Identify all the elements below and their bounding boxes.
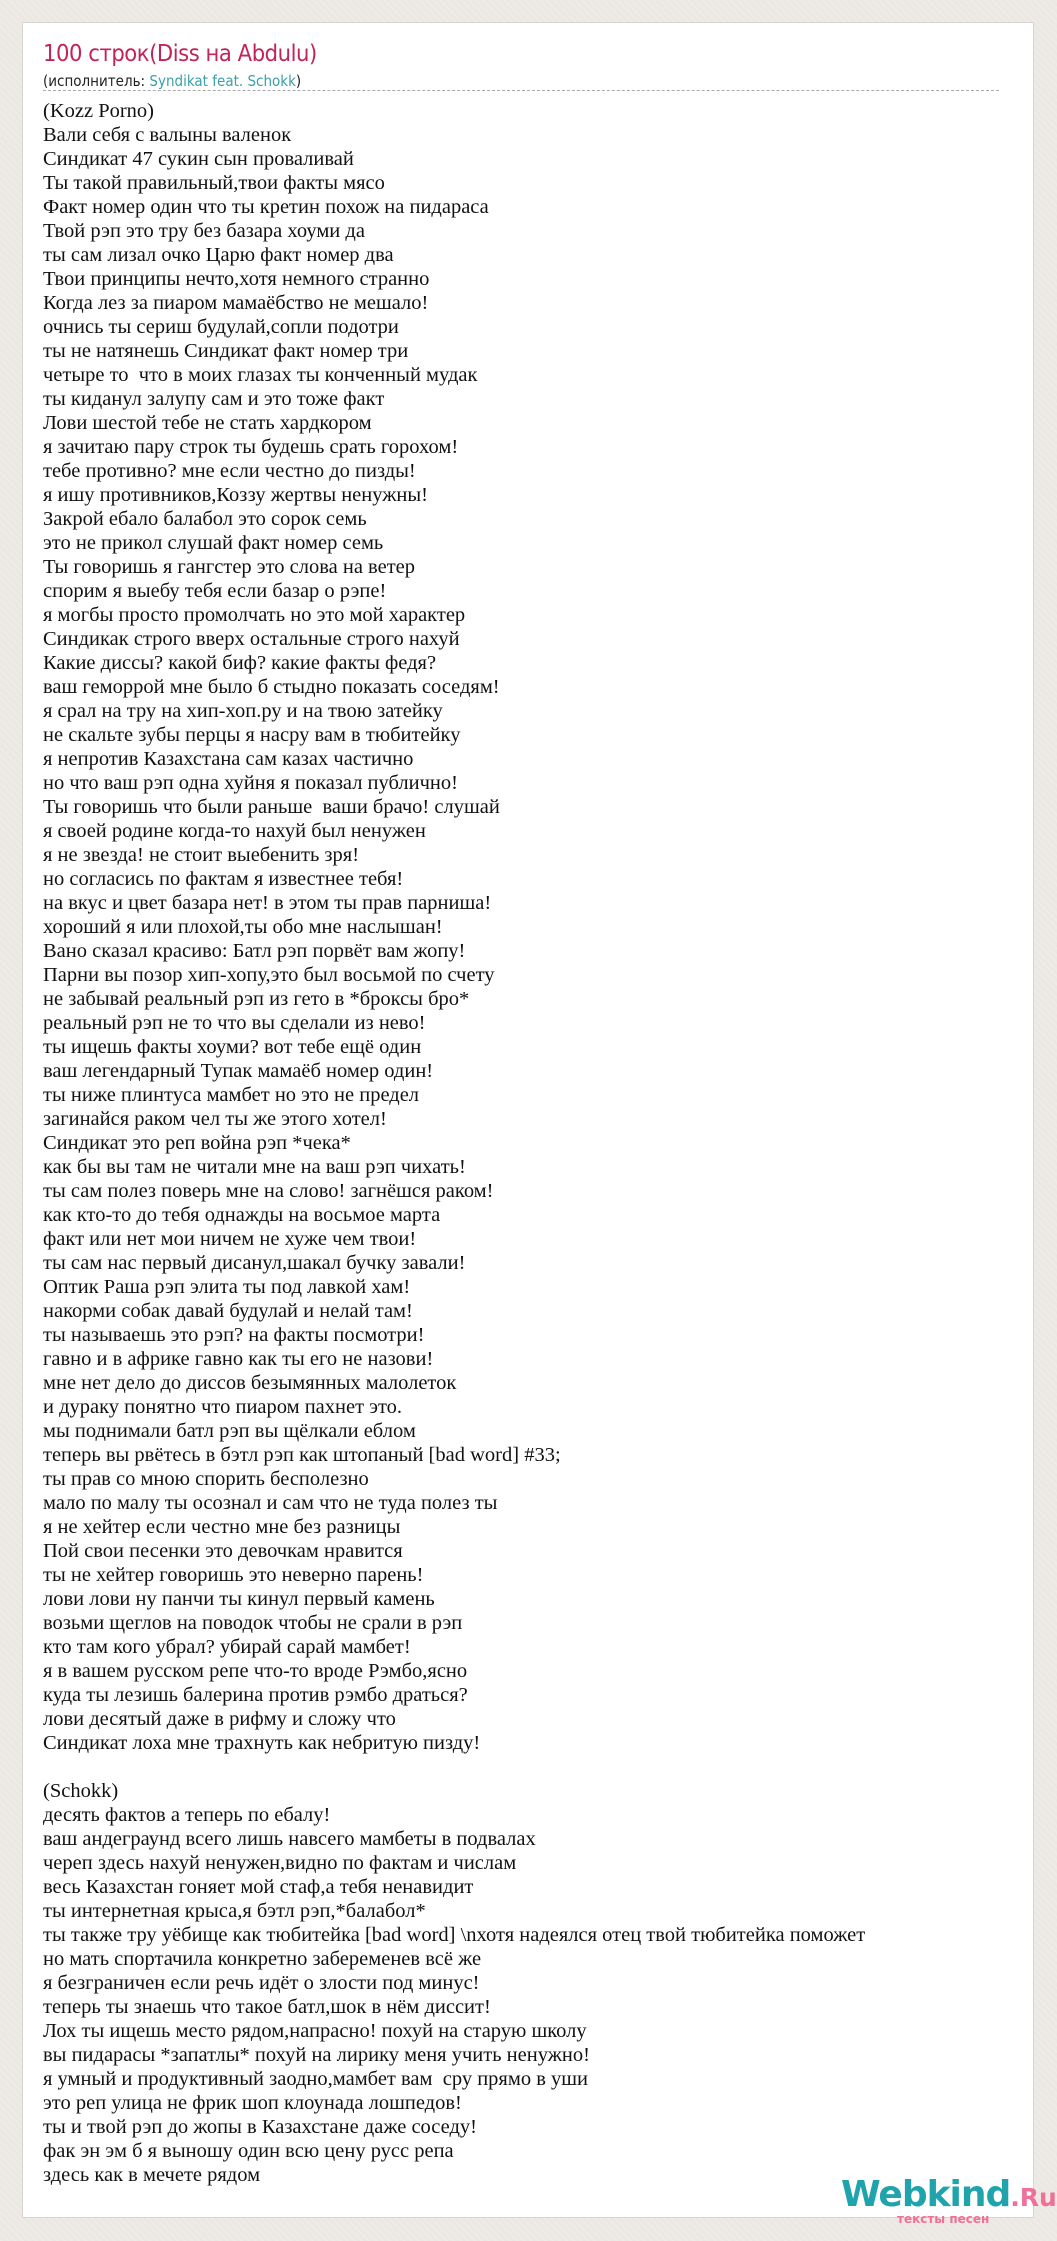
lyrics-line: Ты такой правильный,твои факты мясо — [43, 172, 385, 194]
lyrics-line: как кто-то до тебя однажды на восьмое марта — [43, 1204, 441, 1226]
lyrics-line: ты прав со мною спорить бесполезно — [43, 1468, 369, 1490]
lyrics-line: Синдикак строго вверх остальные строго нахуй — [43, 628, 460, 650]
lyrics-line: кто там кого убрал? убирай сарай мамбет! — [43, 1636, 411, 1658]
lyrics-line: Синдикат лоха мне трахнуть как небритую пизду! — [43, 1732, 481, 1754]
lyrics-line: (Kozz Porno) — [43, 100, 155, 122]
lyrics-line: Синдикат 47 сукин сын проваливай — [43, 148, 354, 170]
lyrics-line: Факт номер один что ты кретин похож на пидараса — [43, 196, 489, 218]
lyrics-line: мы поднимали батл рэп вы щёлкали еблом — [43, 1420, 416, 1442]
lyrics-line: как бы вы там не читали мне на ваш рэп чихать! — [43, 1156, 466, 1178]
lyrics-line: теперь вы рвётесь в бэтл рэп как штопаный [bad word] #33; — [43, 1444, 561, 1466]
lyrics-text — [43, 99, 865, 2187]
artist-link[interactable]: Syndikat feat. Schokk — [149, 72, 296, 90]
lyrics-line: Закрой ебало балабол это сорок семь — [43, 508, 367, 530]
lyrics-line: я могбы просто промолчать но это мой характер — [43, 604, 466, 626]
dashed-divider — [43, 90, 999, 91]
lyrics-line: Ты говоришь что были раньше ваши брачо! слушай — [43, 796, 500, 818]
lyrics-line: но мать спортачила конкретно забеременев всё же — [43, 1948, 482, 1970]
lyrics-line: я не хейтер если честно мне без разницы — [43, 1516, 401, 1538]
lyrics-line: ваш геморрой мне было б стыдно показать соседям! — [43, 676, 500, 698]
lyrics-line: факт или нет мои ничем не хуже чем твои! — [43, 1228, 417, 1250]
lyrics-line: ты сам полез поверь мне на слово! загнёшся раком! — [43, 1180, 494, 1202]
lyrics-line: но согласись по фактам я известнее тебя! — [43, 868, 404, 890]
lyrics-line: четыре то что в моих глазах ты конченный мудак — [43, 364, 478, 386]
lyrics-line: лови десятый даже в рифму и сложу что — [43, 1708, 396, 1730]
lyrics-line: десять фактов а теперь по ебалу! — [43, 1804, 331, 1826]
lyrics-line: и дураку понятно что пиаром пахнет это. — [43, 1396, 403, 1418]
lyrics-line: я зачитаю пару строк ты будешь срать горохом! — [43, 436, 459, 458]
lyrics-line: Лови шестой тебе не стать хардкором — [43, 412, 372, 434]
lyrics-line: ваш легендарный Тупак мамаёб номер один! — [43, 1060, 434, 1082]
lyrics-line: вы пидарасы *запатлы* похуй на лирику меня учить ненужно! — [43, 2044, 590, 2066]
lyrics-line: я срал на тру на хип-хоп.ру и на твою затейку — [43, 700, 443, 722]
lyrics-line: я непротив Казахстана сам казах частично — [43, 748, 414, 770]
lyrics-line: загинайся раком чел ты же этого хотел! — [43, 1108, 387, 1130]
lyrics-line: Какие диссы? какой биф? какие факты федя? — [43, 652, 437, 674]
lyrics-line: мало по малу ты осознал и сам что не туда полез ты — [43, 1492, 498, 1514]
lyrics-line: ты также тру уёбище как тюбитейка [bad word] \nхотя надеялся отец твой тюбитейка поможет — [43, 1924, 866, 1946]
lyrics-line: ваш андеграунд всего лишь навсего мамбеты в подвалах — [43, 1828, 536, 1850]
artist-line — [43, 72, 301, 90]
lyrics-line: череп здесь нахуй ненужен,видно по фактам и числам — [43, 1852, 517, 1874]
lyrics-line: я своей родине когда-то нахуй был ненужен — [43, 820, 426, 842]
lyrics-line: реальный рэп не то что вы сделали из нево! — [43, 1012, 426, 1034]
lyrics-line: не скальте зубы перцы я насру вам в тюбитейку — [43, 724, 461, 746]
lyrics-line: не забывай реальный рэп из гето в *броксы бро* — [43, 988, 470, 1010]
lyrics-line: ты не хейтер говоришь это неверно парень! — [43, 1564, 424, 1586]
lyrics-line: фак эн эм б я выношу один всю цену русс репа — [43, 2140, 454, 2162]
logo-tagline: тексты песен — [897, 2212, 990, 2226]
lyrics-line: возьми щеглов на поводок чтобы не срали в рэп — [43, 1612, 463, 1634]
lyrics-line: лови лови ну панчи ты кинул первый камень — [43, 1588, 435, 1610]
lyrics-line: хороший я или плохой,ты обо мне наслышан! — [43, 916, 443, 938]
lyrics-line: Твой рэп это тру без базара хоуми да — [43, 220, 365, 242]
lyrics-line: Синдикат это реп война рэп *чека* — [43, 1132, 351, 1154]
lyrics-line: спорим я выебу тебя если базар о рэпе! — [43, 580, 387, 602]
lyrics-line: ты ниже плинтуса мамбет но это не предел — [43, 1084, 420, 1106]
lyrics-line: я безграничен если речь идёт о злости под минус! — [43, 1972, 480, 1994]
lyrics-line: Ты говоришь я гангстер это слова на ветер — [43, 556, 416, 578]
lyrics-line: я не звезда! не стоит выебенить зря! — [43, 844, 360, 866]
lyrics-line: ты интернетная крыса,я бэтл рэп,*балабол* — [43, 1900, 426, 1922]
lyrics-line: это реп улица не фрик шоп клоунада лошпедов! — [43, 2092, 462, 2114]
lyrics-line: ты ищешь факты хоуми? вот тебе ещё один — [43, 1036, 422, 1058]
lyrics-card — [22, 22, 1034, 2218]
lyrics-line — [43, 1755, 865, 1779]
lyrics-line: Вали себя с валыны валенок — [43, 124, 292, 146]
lyrics-line: я в вашем русском репе что-то вроде Рэмбо,ясно — [43, 1660, 468, 1682]
lyrics-line: ты киданул залупу сам и это тоже факт — [43, 388, 385, 410]
lyrics-line: я ишу противников,Коззу жертвы ненужны! — [43, 484, 428, 506]
lyrics-line: теперь ты знаешь что такое батл,шок в нём диссит! — [43, 1996, 491, 2018]
webkind-logo[interactable] — [841, 2174, 1057, 2226]
lyrics-line: Парни вы позор хип-хопу,это был восьмой по счету — [43, 964, 495, 986]
lyrics-line: гавно и в африке гавно как ты его не назови! — [43, 1348, 434, 1370]
lyrics-line: ты и твой рэп до жопы в Казахстане даже соседу! — [43, 2116, 477, 2138]
lyrics-line: это не прикол слушай факт номер семь — [43, 532, 384, 554]
lyrics-line: весь Казахстан гоняет мой стаф,а тебя ненавидит — [43, 1876, 474, 1898]
lyrics-line: ты не натянешь Синдикат факт номер три — [43, 340, 409, 362]
lyrics-line: Оптик Раша рэп элита ты под лавкой хам! — [43, 1276, 411, 1298]
lyrics-line: (Schokk) — [43, 1780, 119, 1802]
logo-domain: .Ru — [1010, 2183, 1057, 2212]
lyrics-line: ты сам нас первый дисанул,шакал бучку завали! — [43, 1252, 466, 1274]
artist-prefix: (исполнитель: — [43, 72, 150, 90]
song-title: 100 строк(Diss на Abdulu) — [43, 41, 317, 67]
lyrics-line: ты называешь это рэп? на факты посмотри! — [43, 1324, 425, 1346]
lyrics-line: Твои принципы нечто,хотя немного странно — [43, 268, 430, 290]
lyrics-line: куда ты лезишь балерина против рэмбо драться? — [43, 1684, 468, 1706]
lyrics-line: очнись ты сериш будулай,сопли подотри — [43, 316, 399, 338]
lyrics-line: мне нет дело до диссов безымянных малолеток — [43, 1372, 457, 1394]
lyrics-line: Вано сказал красиво: Батл рэп порвёт вам жопу! — [43, 940, 466, 962]
lyrics-line: я умный и продуктивный заодно,мамбет вам сру прямо в уши — [43, 2068, 589, 2090]
lyrics-line: накорми собак давай будулай и нелай там! — [43, 1300, 413, 1322]
lyrics-line: но что ваш рэп одна хуйня я показал публично! — [43, 772, 458, 794]
lyrics-line: тебе противно? мне если честно до пизды! — [43, 460, 416, 482]
artist-suffix: ) — [295, 72, 302, 90]
lyrics-line: Лох ты ищешь место рядом,напрасно! похуй на старую школу — [43, 2020, 587, 2042]
lyrics-line: на вкус и цвет базара нет! в этом ты прав парниша! — [43, 892, 492, 914]
lyrics-line: здесь как в мечете рядом — [43, 2164, 261, 2186]
logo-name: Webkind — [841, 2174, 1011, 2215]
lyrics-line: Когда лез за пиаром мамаёбство не мешало! — [43, 292, 429, 314]
lyrics-line: Пой свои песенки это девочкам нравится — [43, 1540, 403, 1562]
lyrics-line: ты сам лизал очко Царю факт номер два — [43, 244, 394, 266]
